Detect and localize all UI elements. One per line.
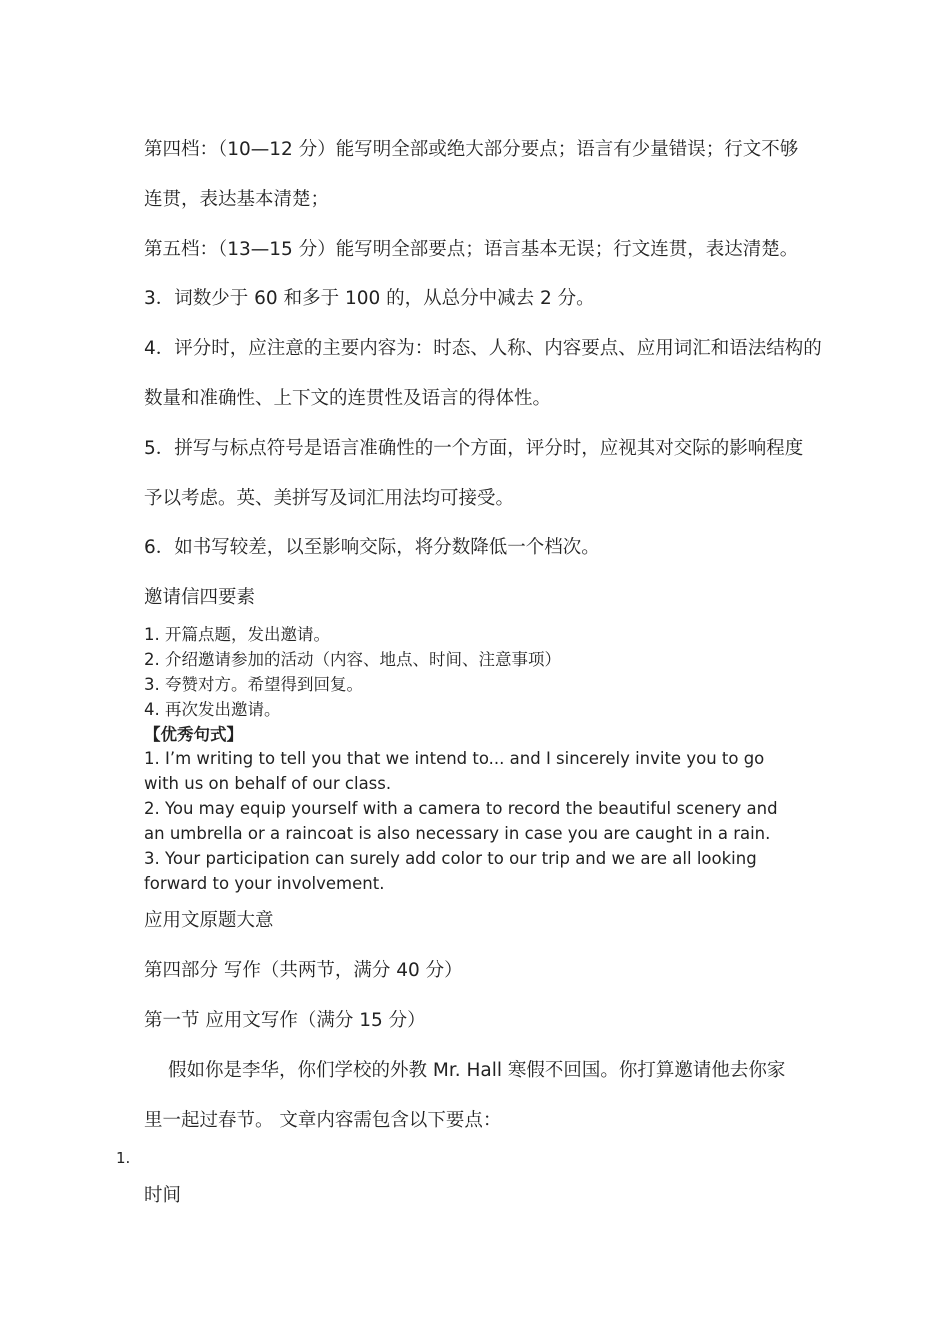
- sentence-2-line1: 2. You may equip yourself with a camera to record the beautiful scenery and: [144, 799, 778, 818]
- grading-level5: 第五档：（13—15 分）能写明全部要点；语言基本无误；行文连贯，表达清楚。: [144, 239, 799, 260]
- point-time: 时间: [144, 1185, 182, 1206]
- prompt-line2: 里一起过春节。 文章内容需包含以下要点：: [144, 1110, 502, 1131]
- invitation-element-4: 4. 再次发出邀请。: [144, 700, 281, 719]
- writing-section-heading: 第一节 应用文写作（满分 15 分）: [144, 1010, 426, 1031]
- sentence-3-line1: 3. Your participation can surely add color to our trip and we are all looking: [144, 849, 757, 868]
- excellent-sentences-heading: 【优秀句式】: [144, 725, 243, 744]
- list-marker: 1.: [116, 1149, 131, 1167]
- writing-part-heading: 第四部分 写作（共两节，满分 40 分）: [144, 960, 463, 981]
- invitation-element-3: 3. 夸赞对方。希望得到回复。: [144, 675, 363, 694]
- grading-rule3: 3．词数少于 60 和多于 100 的，从总分中减去 2 分。: [144, 288, 595, 309]
- sentence-1-line2: with us on behalf of our class.: [144, 774, 392, 793]
- invitation-heading: 邀请信四要素: [144, 587, 256, 608]
- invitation-element-2: 2. 介绍邀请参加的活动（内容、地点、时间、注意事项）: [144, 650, 561, 669]
- grading-rule5-line2: 予以考虑。英、美拼写及词汇用法均可接受。: [144, 488, 515, 509]
- grading-rule6: 6．如书写较差，以至影响交际，将分数降低一个档次。: [144, 537, 600, 558]
- prompt-line1: 假如你是李华，你们学校的外教 Mr. Hall 寒假不回国。你打算邀请他去你家: [168, 1060, 786, 1081]
- grading-level4-line1: 第四档：（10—12 分）能写明全部或绝大部分要点；语言有少量错误；行文不够: [144, 139, 799, 160]
- original-heading: 应用文原题大意: [144, 910, 274, 931]
- grading-rule4-line1: 4．评分时，应注意的主要内容为：时态、人称、内容要点、应用词汇和语法结构的: [144, 338, 822, 359]
- grading-rule4-line2: 数量和准确性、上下文的连贯性及语言的得体性。: [144, 388, 552, 409]
- sentence-2-line2: an umbrella or a raincoat is also necessary in case you are caught in a rain.: [144, 824, 771, 843]
- invitation-element-1: 1. 开篇点题，发出邀请。: [144, 625, 330, 644]
- sentence-3-line2: forward to your involvement.: [144, 874, 385, 893]
- grading-rule5-line1: 5．拼写与标点符号是语言准确性的一个方面，评分时，应视其对交际的影响程度: [144, 438, 804, 459]
- grading-level4-line2: 连贯，表达基本清楚；: [144, 189, 330, 210]
- sentence-1-line1: 1. I’m writing to tell you that we intend to... and I sincerely invite you to go: [144, 749, 765, 768]
